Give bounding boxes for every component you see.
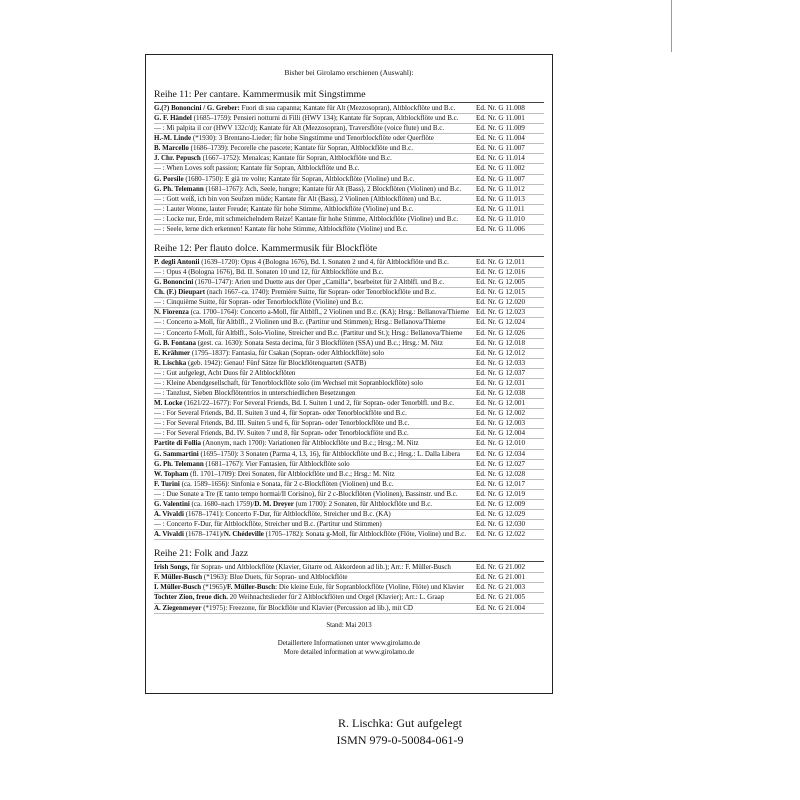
catalog-entry bbox=[154, 500, 544, 510]
edition-number: Ed. Nr. G 12.005 bbox=[476, 278, 526, 287]
edition-number: Ed. Nr. G 12.024 bbox=[476, 318, 526, 327]
catalog-entry bbox=[154, 429, 544, 439]
entry-composer: F. Müller-Busch bbox=[227, 583, 276, 592]
entry-text bbox=[154, 308, 472, 317]
entry-description: (1685–1759): Pensieri notturni di Filli (HWV 134); Kantate für Sopran, Altblockflöte und B.c. bbox=[191, 114, 459, 123]
entry-composer: G. Porsile bbox=[154, 174, 184, 183]
edition-number: Ed. Nr. G 11.007 bbox=[476, 144, 525, 153]
entry-text bbox=[154, 114, 472, 123]
edition-number: Ed. Nr. G 12.015 bbox=[476, 288, 526, 297]
entry-composer: F. Müller-Busch bbox=[154, 573, 203, 582]
entry-composer: Tochter Zion, freue dich. bbox=[154, 593, 228, 602]
catalog-entry bbox=[154, 339, 544, 349]
section-rule bbox=[154, 561, 544, 562]
entry-composer: A. Ziegenmeyer bbox=[154, 603, 202, 612]
edition-number: Ed. Nr. G 12.003 bbox=[476, 419, 526, 428]
catalog-entry bbox=[154, 510, 544, 520]
edition-number: Ed. Nr. G 11.012 bbox=[476, 184, 525, 193]
entry-description: (Anonym, nach 1700): Variationen für Altblockflöte und B.c.; Hrsg.: M. Nitz bbox=[201, 439, 419, 448]
edition-number: Ed. Nr. G 12.017 bbox=[476, 479, 526, 488]
edition-number: Ed. Nr. G 11.014 bbox=[476, 154, 525, 163]
edition-number: Ed. Nr. G 11.009 bbox=[476, 124, 525, 133]
catalog-entry bbox=[154, 530, 544, 540]
catalog-entry bbox=[154, 329, 544, 339]
entry-description: (1639–1720): Opus 4 (Bologna 1676), Bd. I. Sonaten 2 und 4, für Altblockflöte und B.c. bbox=[199, 258, 449, 267]
entry-description: (1686–1739): Pecorelle che pascete; Kantate für Sopran, Altblockflöte und B.c. bbox=[188, 144, 414, 153]
stand-date: Stand: Mai 2013 bbox=[326, 621, 372, 629]
catalog-entry bbox=[154, 114, 544, 124]
section-title: Reihe 21: Folk and Jazz bbox=[154, 548, 249, 560]
catalog-entry bbox=[154, 288, 544, 298]
catalog-entry bbox=[154, 369, 544, 379]
catalog-section bbox=[154, 89, 544, 235]
entry-text bbox=[154, 318, 472, 327]
entry-composer: W. Topham bbox=[154, 469, 189, 478]
catalog-entry bbox=[154, 154, 544, 164]
entry-text bbox=[154, 298, 472, 307]
catalog-entry bbox=[154, 480, 544, 490]
entry-text bbox=[154, 175, 472, 184]
catalog-entry bbox=[154, 419, 544, 429]
entry-description: — : Seele, lerne dich erkennen! Kantate für hohe Stimme, Altblockflöte (Violine) und B.c. bbox=[154, 224, 408, 233]
entry-composer: G. Ph. Telemann bbox=[154, 184, 204, 193]
edition-number: Ed. Nr. G 11.001 bbox=[476, 114, 525, 123]
entry-text bbox=[154, 124, 472, 133]
edition-number: Ed. Nr. G 12.002 bbox=[476, 409, 526, 418]
entry-description: — : For Several Friends, Bd. III. Suiten 5 und 6, für Sopran- oder Tenorblockflöte und B.c. bbox=[154, 419, 410, 428]
catalog-entry bbox=[154, 124, 544, 134]
entry-description: (gest. ca. 1630): Sonata Sesta decima, für 3 Blockflöten (SSA) und B.c.; Hrsg.: M. Nitz bbox=[196, 338, 443, 347]
entry-text bbox=[154, 470, 472, 479]
entry-text bbox=[154, 530, 472, 539]
catalog-entry bbox=[154, 409, 544, 419]
edition-number: Ed. Nr. G 12.004 bbox=[476, 429, 526, 438]
entry-text bbox=[154, 480, 472, 489]
edition-number: Ed. Nr. G 12.029 bbox=[476, 509, 526, 518]
entry-description: (1681–1767): Ach, Seele, hungre; Kantate für Alt (Bass), 2 Blockflöten (Violinen) und B.c. bbox=[203, 184, 462, 193]
entry-text bbox=[154, 185, 472, 194]
catalog-entry bbox=[154, 278, 544, 288]
entry-text bbox=[154, 225, 472, 234]
catalog-entry bbox=[154, 439, 544, 449]
catalog-section bbox=[154, 548, 544, 613]
entry-composer: Ch. (F.) Dieupart bbox=[154, 288, 206, 297]
entry-description: : Die kleine Eule, für Sopranblockflöte (Violine, Flöte) und Klavier bbox=[275, 583, 464, 592]
edition-number: Ed. Nr. G 11.002 bbox=[476, 164, 525, 173]
entry-description: (ca. 1700–1764): Concerto a-Moll, für Altblfl., 2 Violinen und B.c. (KA); Hrsg.: Bellanova/Thieme bbox=[188, 308, 470, 317]
edition-number: Ed. Nr. G 11.007 bbox=[476, 174, 525, 183]
section-list bbox=[154, 563, 544, 613]
entry-text bbox=[154, 604, 472, 613]
catalog-entry bbox=[154, 185, 544, 195]
edition-number: Ed. Nr. G 12.037 bbox=[476, 368, 526, 377]
catalog-entry bbox=[154, 258, 544, 268]
entry-text bbox=[154, 593, 472, 602]
catalog-entry bbox=[154, 225, 544, 235]
entry-description: (1670–1747): Arien und Duette aus der Oper „Camilla“, bearbeitet für 2 Altblfl. und B.c. bbox=[193, 278, 445, 287]
entry-description: (ca. 1680–nach 1759)/ bbox=[189, 499, 255, 508]
entry-description: — : Locke nur, Erde, mit schmeichelndem Reize! Kantate für hohe Stimme, Altblockflöte (Violine) und B.c. bbox=[154, 214, 459, 223]
edition-number: Ed. Nr. G 11.008 bbox=[476, 104, 525, 112]
entry-text bbox=[154, 195, 472, 204]
entry-description: — : Tanzlust, Sieben Blockflötentrios in unterschiedlichen Besetzungen bbox=[154, 389, 356, 398]
catalog-entry bbox=[154, 215, 544, 225]
catalog-intro: Bisher bei Girolamo erschienen (Auswahl): bbox=[284, 68, 414, 77]
entry-description: (um 1700): 2 Sonaten, für Altblockflöte und B.c. bbox=[293, 499, 433, 508]
edition-number: Ed. Nr. G 21.004 bbox=[476, 603, 526, 612]
catalog-entry bbox=[154, 134, 544, 144]
catalog-entry bbox=[154, 563, 544, 573]
entry-text bbox=[154, 164, 472, 173]
entry-text bbox=[154, 520, 472, 529]
entry-text bbox=[154, 450, 472, 459]
entry-composer: G. B. Fontana bbox=[154, 338, 197, 347]
edition-number: Ed. Nr. G 12.019 bbox=[476, 489, 526, 498]
entry-composer: D. M. Dreyer bbox=[254, 499, 294, 508]
entry-text bbox=[154, 134, 472, 143]
entry-description: (1795–1837): Fantasia, für Csakan (Sopran- oder Altblockflöte) solo bbox=[190, 348, 384, 357]
edition-number: Ed. Nr. G 11.010 bbox=[476, 214, 525, 223]
entry-description: (1680–1750): E già tre volte; Kantate für Sopran, Altblockflöte (Violine) und B.c. bbox=[183, 174, 415, 183]
entry-composer: G. Sammartini bbox=[154, 449, 199, 458]
entry-text bbox=[154, 359, 472, 368]
section-rule bbox=[154, 102, 544, 103]
entry-text bbox=[154, 288, 472, 297]
entry-text bbox=[154, 583, 472, 592]
entry-composer: J. Chr. Pepusch bbox=[154, 154, 201, 163]
catalog-entry bbox=[154, 450, 544, 460]
entry-text bbox=[154, 329, 472, 338]
edition-number: Ed. Nr. G 12.009 bbox=[476, 499, 526, 508]
entry-description: — : For Several Friends, Bd. IV. Suiten 7 und 8, für Sopran- oder Tenorblockflöte und B.c. bbox=[154, 429, 409, 438]
entry-text bbox=[154, 154, 472, 163]
entry-text bbox=[154, 104, 472, 113]
entry-composer: H.-M. Linde bbox=[154, 134, 192, 143]
entry-text bbox=[154, 369, 472, 378]
entry-composer: Irish Songs, bbox=[154, 563, 190, 572]
entry-description: — : Kleine Abendgesellschaft, für Tenorblockflöte solo (im Wechsel mit Sopranblockflöte) solo bbox=[154, 378, 423, 387]
edition-number: Ed. Nr. G 11.011 bbox=[476, 204, 525, 213]
edition-number: Ed. Nr. G 12.034 bbox=[476, 449, 526, 458]
entry-description: (1681–1767): Vier Fantasien, für Altblockflöte solo bbox=[203, 459, 350, 468]
entry-description: (*1963): Blue Duets, für Sopran- und Altblockflöte bbox=[202, 573, 348, 582]
catalog-entry bbox=[154, 104, 544, 114]
entry-text bbox=[154, 419, 472, 428]
catalog-entry bbox=[154, 379, 544, 389]
edition-number: Ed. Nr. G 12.012 bbox=[476, 348, 526, 357]
section-list bbox=[154, 258, 544, 540]
entry-composer: G. Valentini bbox=[154, 499, 190, 508]
entry-text bbox=[154, 389, 472, 398]
entry-composer: I. Müller-Busch bbox=[154, 583, 202, 592]
entry-description: (nach 1667–ca. 1740): Première Suitte, für Sopran- oder Tenorblockflöte und B.c. bbox=[205, 288, 436, 297]
entry-description: — : Concerto F-Dur, für Altblockflöte, Streicher und B.c. (Partitur und Stimmen) bbox=[154, 520, 382, 529]
entry-composer: A. Vivaldi bbox=[154, 530, 184, 539]
section-rule bbox=[154, 256, 544, 257]
entry-description: 20 Weihnachtslieder für 2 Altblockflöten und Orgel (Klavier); Arr.: L. Graap bbox=[227, 593, 445, 602]
edition-number: Ed. Nr. G 12.001 bbox=[476, 399, 526, 408]
edition-number: Ed. Nr. G 21.002 bbox=[476, 563, 526, 572]
entry-description: — : Opus 4 (Bologna 1676), Bd. II. Sonaten 10 und 12, für Altblockflöte und B.c. bbox=[154, 268, 384, 277]
edition-number: Ed. Nr. G 21.001 bbox=[476, 573, 526, 582]
edition-number: Ed. Nr. G 11.013 bbox=[476, 194, 525, 203]
entry-description: (fl. 1701–1709): Drei Sonaten, für Altblockflöte und B.c.; Hrsg.: M. Nitz bbox=[188, 469, 395, 478]
edition-number: Ed. Nr. G 12.010 bbox=[476, 439, 526, 448]
entry-composer: M. Locke bbox=[154, 399, 183, 408]
entry-composer: N. Fiorenza bbox=[154, 308, 189, 317]
edition-ismn: ISMN 979-0-50084-061-9 bbox=[336, 733, 464, 747]
entry-text bbox=[154, 460, 472, 469]
catalog-entry bbox=[154, 205, 544, 215]
entry-description: — : Gut aufgelegt, Acht Duos für 2 Altblockflöten bbox=[154, 368, 296, 377]
entry-text bbox=[154, 379, 472, 388]
entry-composer: B. Marcello bbox=[154, 144, 189, 153]
entry-text bbox=[154, 409, 472, 418]
catalog-entry bbox=[154, 144, 544, 154]
entry-description: Fuori di sua capanna; Kantate für Alt (Mezzosopran), Altblockflöte und B.c. bbox=[239, 104, 456, 112]
info-german: Detaillertere Informationen unter www.girolamo.de bbox=[277, 639, 421, 647]
edition-number: Ed. Nr. G 12.020 bbox=[476, 298, 526, 307]
edition-title: R. Lischka: Gut aufgelegt bbox=[338, 716, 462, 730]
entry-text bbox=[154, 339, 472, 348]
entry-text bbox=[154, 144, 472, 153]
info-block bbox=[154, 639, 544, 657]
entry-composer: G. F. Händel bbox=[154, 114, 192, 123]
entry-description: — : For Several Friends, Bd. II. Suiten 3 und 4, für Sopran- oder Tenorblockflöte und B.c. bbox=[154, 409, 407, 418]
entry-description: — : Concerto f-Moll, für Altblfl., Solo-Violine, Streicher und B.c. (Partitur und St.); Hrsg.: Bellanova/Thieme bbox=[154, 328, 463, 337]
catalog-entry bbox=[154, 583, 544, 593]
entry-text bbox=[154, 215, 472, 224]
entry-description: — : Due Sonate a Tre (E tanto tempo hormai/Il Corisino), für 2 c-Blockflöten (Violinen), Bassinstr. und B.c. bbox=[154, 489, 458, 498]
catalog-entry bbox=[154, 195, 544, 205]
catalog-entry bbox=[154, 593, 544, 603]
entry-description: — : Lauter Wonne, lauter Freude; Kantate für hohe Stimme, Altblockflöte (Violine) und B.c. bbox=[154, 204, 414, 213]
entry-text bbox=[154, 573, 472, 582]
entry-composer: E. Krähmer bbox=[154, 348, 191, 357]
entry-text bbox=[154, 490, 472, 499]
info-english: More detailed information at www.girolamo.de bbox=[283, 648, 415, 656]
catalog-entry bbox=[154, 604, 544, 614]
catalog-entry bbox=[154, 308, 544, 318]
entry-composer: A. Vivaldi bbox=[154, 509, 184, 518]
entry-text bbox=[154, 258, 472, 267]
catalog-entry bbox=[154, 268, 544, 278]
entry-text bbox=[154, 439, 472, 448]
entry-description: (ca. 1589–1656): Sinfonia e Sonata, für 2 c-Blockflöten (Violinen) und B.c. bbox=[179, 479, 394, 488]
edition-number: Ed. Nr. G 12.026 bbox=[476, 328, 526, 337]
entry-composer: F. Turini bbox=[154, 479, 180, 488]
entry-text bbox=[154, 205, 472, 214]
entry-description: — : Cinquième Suitte, für Sopran- oder Tenorblockflöte (Violine) und B.c. bbox=[154, 298, 364, 307]
entry-text bbox=[154, 563, 472, 572]
catalog-entry bbox=[154, 349, 544, 359]
entry-description: (*1975): Freezone, für Blockflöte und Klavier (Percussion ad lib.), mit CD bbox=[201, 603, 413, 612]
entry-description: (*1930): 3 Brentano-Lieder; für hohe Singstimme und Tenorblockflöte oder Querflöte bbox=[191, 134, 434, 143]
edition-number: Ed. Nr. G 12.038 bbox=[476, 389, 526, 398]
entry-composer: N. Chédeville bbox=[223, 530, 264, 539]
edition-number: Ed. Nr. G 12.028 bbox=[476, 469, 526, 478]
entry-composer: Partite di Follia bbox=[154, 439, 202, 448]
catalog-box bbox=[145, 54, 553, 694]
entry-composer: P. degli Antonii bbox=[154, 258, 200, 267]
entry-composer: G. Bononcini bbox=[154, 278, 194, 287]
entry-description: für Sopran- und Altblockflöte (Klavier, Gitarre od. Akkordeon ad lib.); Arr.: F. Müller-Busch bbox=[189, 563, 451, 572]
entry-text bbox=[154, 268, 472, 277]
edition-number: Ed. Nr. G 12.011 bbox=[476, 258, 525, 267]
edition-number: Ed. Nr. G 12.023 bbox=[476, 308, 526, 317]
edition-number: Ed. Nr. G 12.018 bbox=[476, 338, 526, 347]
edition-number: Ed. Nr. G 21.003 bbox=[476, 583, 526, 592]
catalog-entry bbox=[154, 470, 544, 480]
entry-composer: G. Ph. Telemann bbox=[154, 459, 204, 468]
entry-text bbox=[154, 500, 472, 509]
entry-description: — : Gott weiß, ich bin von Seufzen müde; Kantate für Alt (Bass), 2 Violinen (Altblockflöten) und B.c. bbox=[154, 194, 442, 203]
entry-description: — : Mi palpita il cor (HWV 132c/d); Kantate für Alt (Mezzosopran), Traversflöte (voice flute) und B.c. bbox=[154, 124, 445, 133]
catalog-entry bbox=[154, 164, 544, 174]
catalog-entry bbox=[154, 399, 544, 409]
entry-description: (1667–1752): Menalcas; Kantate für Sopran, Altblockflöte und B.c. bbox=[200, 154, 392, 163]
catalog-entry bbox=[154, 460, 544, 470]
entry-description: (1695–1750): 3 Sonaten (Parma 4, 13, 16), für Altblockflöte und B.c.; Hrsg.: L. Dalla Libera bbox=[198, 449, 461, 458]
entry-description: (1621/22–1677): For Several Friends, Bd. I. Suiten 1 und 2, für Sopran- oder Tenorblfl. und B.c. bbox=[182, 399, 455, 408]
catalog-sections bbox=[154, 89, 544, 614]
entry-description: (geb. 1942): Genau! Fünf Sätze für Blockflötenquartett (SATB) bbox=[186, 358, 367, 367]
section-title: Reihe 12: Per flauto dolce. Kammermusik für Blockflöte bbox=[154, 243, 378, 255]
section-list bbox=[154, 104, 544, 235]
section-title: Reihe 11: Per cantare. Kammermusik mit Singstimme bbox=[154, 89, 366, 100]
edition-number: Ed. Nr. G 12.027 bbox=[476, 459, 526, 468]
catalog-entry bbox=[154, 490, 544, 500]
catalog-entry bbox=[154, 520, 544, 530]
edition-number: Ed. Nr. G 12.033 bbox=[476, 358, 526, 367]
top-crop-line bbox=[671, 0, 672, 52]
entry-composer: G.(?) Bononcini / G. Greber: bbox=[154, 104, 240, 112]
entry-text bbox=[154, 399, 472, 408]
catalog-section bbox=[154, 243, 544, 540]
edition-number: Ed. Nr. G 12.016 bbox=[476, 268, 526, 277]
edition-number: Ed. Nr. G 12.031 bbox=[476, 378, 526, 387]
edition-number: Ed. Nr. G 12.022 bbox=[476, 530, 526, 539]
catalog-entry bbox=[154, 298, 544, 308]
entry-text bbox=[154, 429, 472, 438]
catalog-entry bbox=[154, 389, 544, 399]
catalog-entry bbox=[154, 359, 544, 369]
edition-number: Ed. Nr. G 11.004 bbox=[476, 134, 525, 143]
entry-description: (1678–1741)/ bbox=[183, 530, 224, 539]
entry-description: (1678–1741): Concerto F-Dur, für Altblockflöte, Streicher und B.c. (KA) bbox=[183, 509, 391, 518]
entry-text bbox=[154, 510, 472, 519]
edition-number: Ed. Nr. G 12.030 bbox=[476, 520, 526, 529]
entry-description: — : Concerto a-Moll, für Altblfl., 2 Violinen und B.c. (Partitur und Stimmen); Hrsg.: Bellanova/Thieme bbox=[154, 318, 446, 327]
entry-description: (1705–1782): Sonata g-Moll, für Altblockflöte (Flöte, Violine) und B.c. bbox=[263, 530, 467, 539]
entry-description: (*1965)/ bbox=[201, 583, 228, 592]
entry-composer: R. Lischka bbox=[154, 358, 187, 367]
entry-text bbox=[154, 278, 472, 287]
edition-number: Ed. Nr. G 11.006 bbox=[476, 224, 525, 233]
catalog-entry bbox=[154, 573, 544, 583]
edition-number: Ed. Nr. G 21.005 bbox=[476, 593, 526, 602]
catalog-entry bbox=[154, 318, 544, 328]
catalog-entry bbox=[154, 175, 544, 185]
entry-text bbox=[154, 349, 472, 358]
entry-description: — : When Loves soft passion; Kantate für Sopran, Altblockflöte und B.c. bbox=[154, 164, 360, 173]
